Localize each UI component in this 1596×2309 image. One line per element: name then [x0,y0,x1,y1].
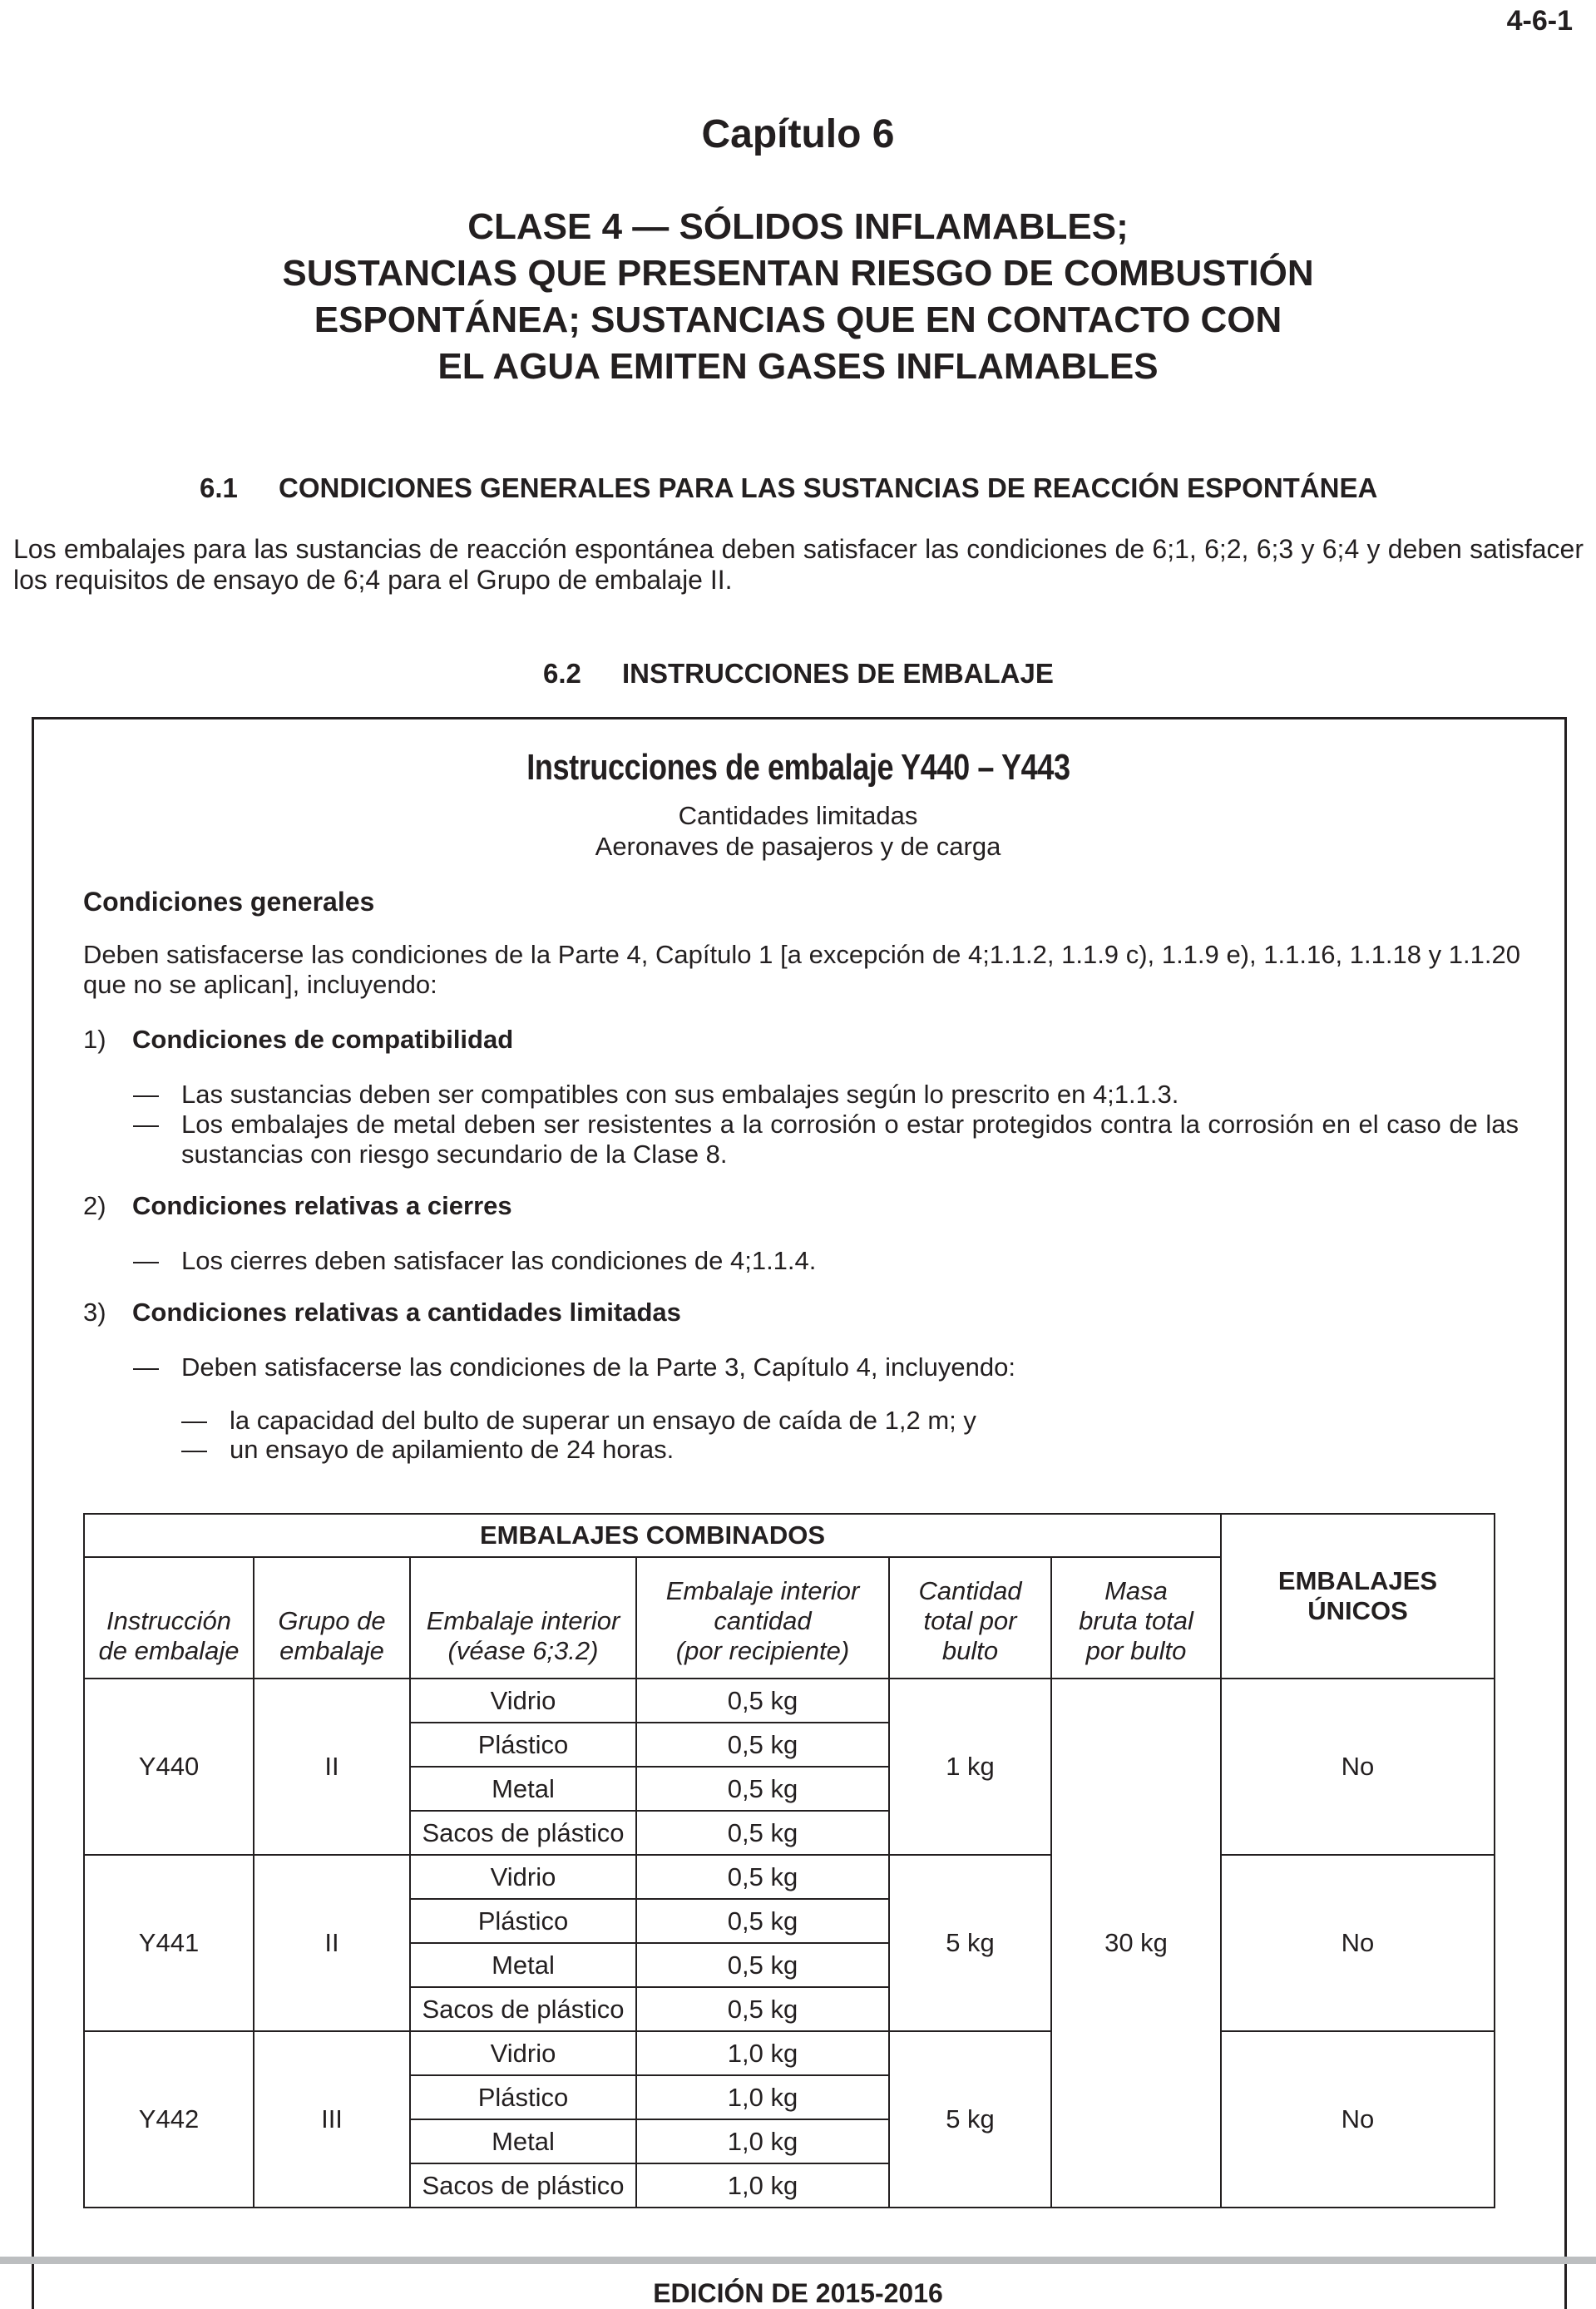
title-line: EL AGUA EMITEN GASES INFLAMABLES [437,346,1159,387]
inner-quantity-cell: 0,5 kg [636,1987,889,2031]
dash-text: la capacidad del bulto de superar un ensayo de caída de 1,2 m; y [230,1406,976,1435]
dash-text: Las sustancias deben ser compatibles con sus embalajes según lo prescrito en 4;1.1.3. [181,1080,1179,1109]
inner-packaging-cell: Metal [410,1767,636,1811]
inner-quantity-cell: 0,5 kg [636,1723,889,1767]
instruction-cell: Y440 [84,1679,254,1855]
page-number: 4-6-1 [1506,5,1573,37]
dash-symbol: — [181,1435,207,1464]
title-line: ESPONTÁNEA; SUSTANCIAS QUE EN CONTACTO CON [314,299,1282,340]
packing-group-cell: II [254,1679,410,1855]
header-line: Cantidad [918,1576,1022,1605]
inner-quantity-cell: 0,5 kg [636,1811,889,1855]
header-line: ÚNICOS [1307,1596,1408,1625]
dash-item [133,1246,1519,1276]
header-line: Embalaje interior [426,1606,620,1635]
inner-packaging-cell: Plástico [410,1899,636,1943]
section-number: 6.2 [543,658,581,689]
sub-dash-item [181,1406,1346,1436]
dash-text: Deben satisfacerse las condiciones de la Parte 3, Capítulo 4, incluyendo: [181,1352,1015,1382]
header-line: EMBALAJES [1277,1566,1438,1595]
inner-packaging-cell: Vidrio [410,2031,636,2075]
inner-quantity-cell: 0,5 kg [636,1943,889,1987]
dash-item [133,1110,1519,1169]
inner-packaging-cell: Plástico [410,1723,636,1767]
table-row [84,2031,1495,2075]
inner-packaging-cell: Vidrio [410,1679,636,1723]
inner-quantity-cell: 1,0 kg [636,2119,889,2163]
table-row [84,1855,1495,1899]
combined-packagings-header: EMBALAJES COMBINADOS [84,1514,1221,1557]
instruction-cell: Y442 [84,2031,254,2208]
numbered-item [83,1298,681,1328]
chapter-heading: Capítulo 6 [701,112,895,156]
general-conditions-paragraph: Deben satisfacerse las condiciones de la Parte 4, Capítulo 1 [a excepción de 4;1.1.2, 1.1.9 c), 1.1.9 e), 1.1.16, 1.1.18 y 1.1.20 que no se aplican], incluyendo: [83,940,1520,999]
dash-symbol: — [133,1110,159,1139]
single-packagings-cell: No [1221,2031,1495,2208]
col-header-inner-packaging [410,1557,636,1679]
col-header-inner-quantity [636,1557,889,1679]
header-line: Instrucción [106,1606,231,1635]
inner-packaging-cell: Sacos de plástico [410,1811,636,1855]
general-conditions-heading: Condiciones generales [83,887,375,917]
section-paragraph: Los embalajes para las sustancias de reacción espontánea deben satisfacer las condiciones de 6;1, 6;2, 6;3 y 6;4 y deben satisfacer los requisitos de ensayo de 6;4 para el Grupo de embalaje II. [13,534,1584,595]
header-line: Masa [1104,1576,1168,1605]
packing-instruction-title: Instrucciones de embalaje Y440 – Y443 [526,747,1070,788]
header-line: bulto [941,1636,999,1665]
dash-symbol: — [133,1080,159,1109]
item-title: Condiciones de compatibilidad [132,1025,514,1054]
item-number: 2) [83,1191,106,1220]
col-header-instruction [84,1557,254,1679]
header-line: total por [923,1606,1017,1635]
header-line: Grupo de [278,1606,386,1635]
section-heading-6-2 [543,658,1054,690]
inner-packaging-cell: Metal [410,2119,636,2163]
item-title: Condiciones relativas a cierres [132,1191,512,1220]
header-line: (véase 6;3.2) [447,1636,599,1665]
table-row [84,1679,1495,1723]
inner-packaging-cell: Metal [410,1943,636,1987]
inner-quantity-cell: 1,0 kg [636,2031,889,2075]
packing-instruction-table [83,1513,1495,2208]
header-line: bruta total [1079,1606,1193,1635]
inner-quantity-cell: 1,0 kg [636,2163,889,2208]
chapter-title [0,204,1596,390]
dash-item [133,1352,1519,1382]
dash-text: un ensayo de apilamiento de 24 horas. [230,1435,674,1464]
section-title: INSTRUCCIONES DE EMBALAJE [622,658,1054,689]
dash-symbol: — [181,1406,207,1435]
item-number: 1) [83,1025,106,1054]
header-line: por bulto [1085,1636,1187,1665]
single-packagings-header [1221,1514,1495,1679]
instruction-cell: Y441 [84,1855,254,2031]
header-line: (por recipiente) [675,1636,850,1665]
inner-quantity-cell: 1,0 kg [636,2075,889,2119]
packing-group-cell: III [254,2031,410,2208]
inner-quantity-cell: 0,5 kg [636,1767,889,1811]
single-packagings-cell: No [1221,1679,1495,1855]
numbered-item [83,1191,512,1221]
inner-quantity-cell: 0,5 kg [636,1679,889,1723]
inner-packaging-cell: Plástico [410,2075,636,2119]
packing-instruction-subtitle: Cantidades limitadas [678,801,918,830]
inner-quantity-cell: 0,5 kg [636,1899,889,1943]
title-line: CLASE 4 — SÓLIDOS INFLAMABLES; [467,206,1129,247]
inner-packaging-cell: Sacos de plástico [410,2163,636,2208]
numbered-item [83,1025,513,1055]
dash-symbol: — [133,1352,159,1382]
total-quantity-cell: 5 kg [889,1855,1051,2031]
dash-item [133,1080,1519,1110]
inner-packaging-cell: Vidrio [410,1855,636,1899]
gross-mass-cell: 30 kg [1051,1679,1221,2208]
dash-text: Los cierres deben satisfacer las condiciones de 4;1.1.4. [181,1246,817,1275]
footer-rule [0,2257,1596,2264]
packing-group-cell: II [254,1855,410,2031]
section-title: CONDICIONES GENERALES PARA LAS SUSTANCIAS DE REACCIÓN ESPONTÁNEA [279,472,1378,503]
section-heading-6-1 [200,472,1377,504]
total-quantity-cell: 1 kg [889,1679,1051,1855]
header-line: cantidad [714,1606,812,1635]
packing-instruction-subtitle: Aeronaves de pasajeros y de carga [595,832,1001,861]
col-header-gross-mass [1051,1557,1221,1679]
header-line: embalaje [279,1636,384,1665]
edition-footer: EDICIÓN DE 2015-2016 [653,2278,943,2308]
header-line: de embalaje [98,1636,240,1665]
sub-dash-item [181,1435,1346,1465]
item-title: Condiciones relativas a cantidades limitadas [132,1298,681,1327]
inner-packaging-cell: Sacos de plástico [410,1987,636,2031]
item-number: 3) [83,1298,106,1327]
title-line: SUSTANCIAS QUE PRESENTAN RIESGO DE COMBUSTIÓN [282,253,1314,294]
col-header-total-quantity [889,1557,1051,1679]
inner-quantity-cell: 0,5 kg [636,1855,889,1899]
col-header-packing-group [254,1557,410,1679]
section-number: 6.1 [200,472,238,503]
total-quantity-cell: 5 kg [889,2031,1051,2208]
dash-symbol: — [133,1246,159,1275]
header-line: Embalaje interior [665,1576,860,1605]
single-packagings-cell: No [1221,1855,1495,2031]
dash-text: Los embalajes de metal deben ser resistentes a la corrosión o estar protegidos contra la corrosión en el caso de las sustancias con riesgo secundario de la Clase 8. [181,1110,1519,1169]
